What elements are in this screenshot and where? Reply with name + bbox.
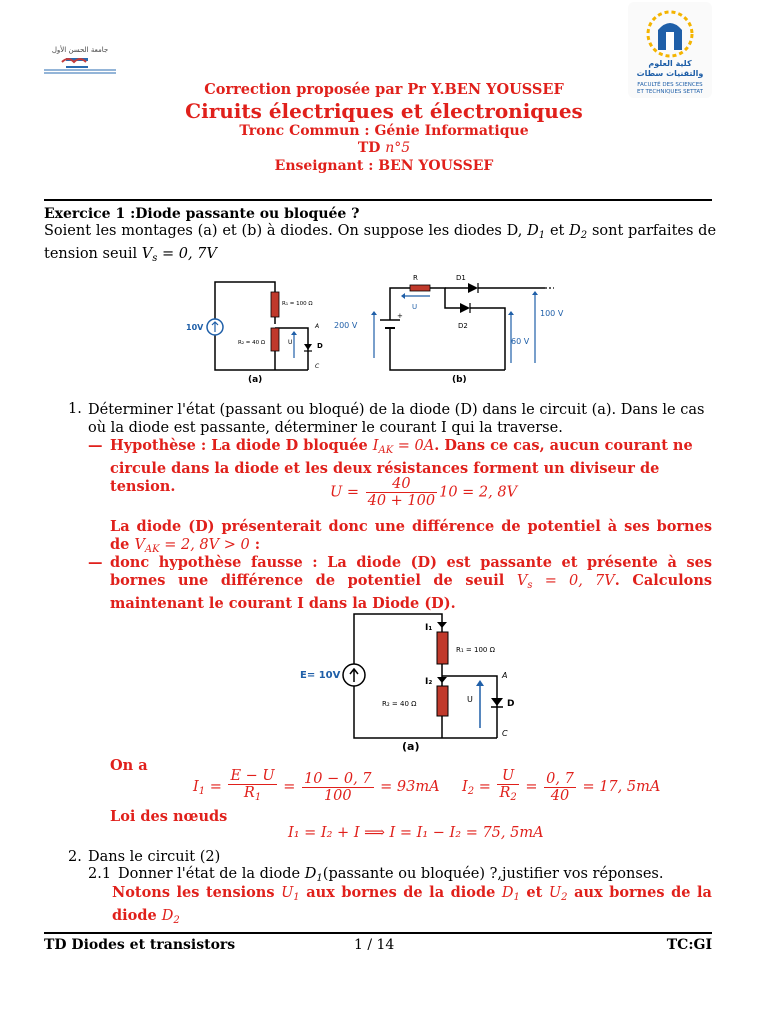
equation-i2-lhs: I: [462, 779, 468, 795]
intro-d2: D: [569, 223, 581, 239]
notons-text-b: aux bornes de la diode: [306, 884, 496, 901]
header-rule: [44, 199, 712, 201]
hypothesis-1-iak: I: [372, 438, 379, 454]
hypothesis-2-text-b: . Calculons maintenant le courant I dans la Diode (D).: [110, 572, 713, 612]
conclusion-1: La diode (D) présenterait donc une différence de potentiel à ses bornes de $V_{AK} = 2$, 8V > 0 :: [110, 518, 712, 555]
q21-text: Donner l'état de la diode $D_1(passante$ ou bloquée) ?,justifier vos réponses.: [118, 866, 664, 884]
equation-u-rhs: 10 = 2, 8V: [439, 484, 518, 501]
notons-text-d: aux bornes de la diode: [112, 884, 712, 924]
footer-left: TD Diodes et transistors: [44, 937, 236, 953]
circuit-c-i1-label: I₁: [425, 623, 433, 633]
equation-u-lhs: U =: [330, 484, 359, 501]
intro-vs-value: = 0, 7V: [161, 246, 217, 262]
page-title: Ciruits électriques et électroniques: [185, 99, 583, 123]
circuit-a-r1-label: R₁ = 100 Ω: [282, 301, 313, 307]
equation-i2-num2: 0, 7: [546, 770, 574, 787]
circuit-c-u-label: U: [467, 695, 473, 704]
q1-text: Déterminer l'état (passant ou bloqué) de la diode (D) dans le circuit (a). Dans le cas où la diode est passante, déterminer le courant I qui la traverse.: [88, 402, 705, 436]
faculty-logo-text1: كلية العلوم: [648, 59, 692, 68]
circuit-a-source-label: 10V: [186, 323, 204, 332]
intro-text-a: Soient les montages (a) et (b) à diodes. On suppose les diodes D,: [44, 223, 523, 239]
td-line: [0, 140, 768, 156]
notons-u2: U: [548, 885, 562, 901]
q2-text: Dans le circuit (2): [88, 849, 221, 865]
faculty-logo-text4: ET TECHNIQUES SETTAT: [636, 89, 704, 95]
circuit-b-200v-label: 200 V: [334, 321, 358, 330]
hypothesis-1-iak-value: = 0A: [397, 438, 435, 454]
exercise-intro: Soient les montages (a) et (b) à diodes. On suppose les diodes D, $D_1$ et $D_2$ sont parfaites de tension seuil $V_s = 0$, 7V: [44, 223, 717, 264]
circuit-b-r-label: R: [413, 274, 418, 282]
notons-d2: D: [161, 908, 174, 924]
notons-u1: U: [281, 885, 294, 901]
q21-text-a: Donner l'état de la diode: [118, 866, 301, 882]
circuit-c-r1-label: R₁ = 100 Ω: [456, 646, 495, 654]
q21-d1: D: [304, 866, 317, 882]
circuit-b-60v-label: 60 V: [511, 337, 530, 346]
equation-u: [330, 476, 517, 509]
circuit-a-u-label: U: [288, 339, 293, 346]
nodes-law-equation: I₁ = I₂ + I ⟹ I = I₁ − I₂ = 75, 5mA: [288, 825, 544, 841]
circuit-a-figure: [180, 268, 340, 386]
intro-text-b: sont parfaites de: [591, 223, 717, 239]
svg-text:+: +: [397, 312, 403, 320]
exercise-title: Exercice 1 :Diode passante ou bloquée ?: [44, 206, 360, 222]
equation-u-numerator: 40: [366, 476, 438, 493]
faculty-logo-text2: والتقنيات سطات: [636, 69, 704, 78]
equation-i2-den: R: [499, 785, 511, 801]
circuit-c-d-label: D: [507, 699, 515, 709]
hypothesis-1-dash: —: [88, 437, 103, 454]
circuit-c-node-c: C: [502, 729, 508, 738]
equation-i2: $I_2$ = $\frac{U}{R_2}$ = $\frac{0, 7}{40}$ = 17, 5mA: [462, 768, 661, 804]
circuit-b-caption: (b): [452, 375, 467, 385]
hypothesis-1-text-b: . Dans ce cas, aucun courant ne circule dans la diode et les deux résistances forment un diviseur de tension.: [110, 437, 693, 495]
conclusion-1-text: La diode (D) présenterait donc une différence de potentiel à ses bornes de: [110, 518, 712, 553]
circuit-a-large-figure: [292, 608, 532, 756]
circuit-a-node-a: A: [315, 323, 320, 330]
q21-text-b: (passante ou bloquée) ?,justifier vos réponses.: [322, 866, 664, 882]
circuit-c-r2-label: R₂ = 40 Ω: [382, 700, 417, 708]
intro-text-c: tension seuil: [44, 246, 138, 262]
on-a-label: On a: [110, 757, 148, 774]
intro-d1: D: [527, 223, 539, 239]
hypothesis-1: Hypothèse : La diode D bloquée $I_{AK} = 0A$. Dans ce cas, aucun courant ne circule dans la diode et les deux résistances forment un diviseur de tension.: [110, 437, 693, 495]
hypothesis-2-dash: —: [88, 554, 103, 571]
hypothesis-2-vs: V: [516, 573, 528, 589]
footer-rule: [44, 932, 712, 934]
circuit-b-100v-label: 100 V: [540, 309, 564, 318]
conclusion-1-vak: V: [134, 537, 145, 553]
equation-i1-num2: 10 − 0, 7: [304, 770, 372, 787]
circuit-b-d2-label: D2: [458, 322, 468, 330]
circuit-c-source-label: E= 10V: [300, 670, 341, 681]
circuit-b-figure: [330, 268, 568, 386]
equation-i1-den: R: [243, 785, 255, 801]
footer-right: TC:GI: [666, 937, 712, 953]
notons-d1: D: [501, 885, 514, 901]
circuit-a-caption: (a): [248, 375, 263, 385]
hypothesis-1-text-a: Hypothèse : La diode D bloquée: [110, 437, 368, 454]
q2-number: 2.: [68, 849, 82, 865]
circuit-b-u-label: U: [412, 303, 418, 311]
equation-i1: $I_1$ = $\frac{E - U}{R_1}$ = $\frac{10 - 0, 7}{100}$ = 93mA: [193, 768, 440, 804]
equation-i1-num: E − U: [230, 768, 275, 784]
circuit-c-i2-label: I₂: [425, 677, 433, 687]
circuit-b-d1-label: D1: [456, 274, 466, 282]
correction-line: Correction proposée par Pr Y.BEN YOUSSEF: [204, 81, 564, 98]
equation-u-denominator: 40 + 100: [367, 493, 436, 509]
td-label: TD: [357, 140, 381, 156]
circuit-a-node-c: C: [315, 363, 320, 370]
equation-i1-lhs: I: [193, 779, 199, 795]
circuit-c-caption: (a): [402, 740, 420, 753]
equation-i2-den2: 40: [550, 787, 570, 804]
equation-i2-num: U: [497, 768, 518, 785]
q1-number: 1.: [68, 401, 82, 417]
intro-vs: V: [141, 246, 153, 262]
equation-i1-den2: 100: [323, 787, 352, 804]
equation-i1-result: = 93mA: [380, 779, 440, 795]
teacher-line: Enseignant : BEN YOUSSEF: [274, 158, 494, 174]
notons-text-a: Notons les tensions: [112, 884, 275, 901]
equation-i2-result: = 17, 5mA: [582, 779, 661, 795]
circuit-c-node-a: A: [502, 671, 508, 680]
intro-and: et: [549, 223, 565, 239]
hypothesis-2-vs-value: = 0, 7V: [544, 573, 615, 589]
hypothesis-2: donc hypothèse fausse : La diode (D) est passante et présente à ses bornes une différence de potentiel de seuil $V_s = 0$, 7V. Calculons maintenant le courant I dans la Diode (D).: [110, 554, 713, 612]
circuit-a-d-label: D: [317, 342, 323, 350]
conclusion-1-end: :: [249, 536, 261, 553]
course-line: Tronc Commun : Génie Informatique: [239, 123, 529, 139]
notons-line: Notons les tensions $U_1$ aux bornes de la diode $D_1$ et $U_2$ aux bornes de la diode $D_2$: [112, 884, 712, 926]
q21-number: 2.1: [88, 866, 112, 882]
nodes-law-title: Loi des nœuds: [110, 808, 228, 825]
university-logo: [40, 40, 120, 86]
notons-text-c: et: [526, 884, 543, 901]
faculty-logo-text3: FACULTÉ DES SCIENCES: [637, 82, 703, 88]
hypothesis-2-text-a: donc hypothèse fausse : La diode (D) est passante et présente à ses bornes une différence de potentiel de seuil: [110, 554, 712, 589]
circuit-a-r2-label: R₂ = 40 Ω: [238, 340, 266, 346]
footer-page-number: 1 / 14: [354, 937, 395, 953]
conclusion-1-vak-value: = 2, 8V > 0: [164, 537, 250, 553]
university-logo-text: جامعة الحسن الأول: [51, 46, 109, 54]
td-number: n°5: [385, 140, 411, 156]
